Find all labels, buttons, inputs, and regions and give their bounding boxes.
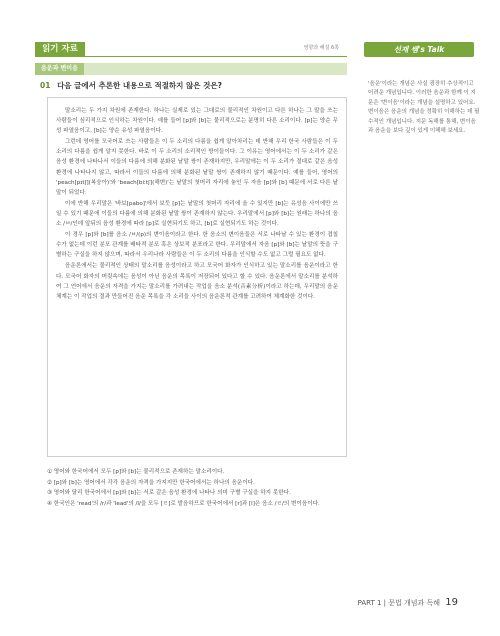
topic-tag: 음운과 변이음 bbox=[35, 63, 84, 75]
passage-paragraph: 말소리는 두 가지 차원에 존재한다. 하나는 실제로 있는 그대로의 물리적인 차원이고 다른 하나는 그 말을 쓰는 사람들이 심리적으로 인식하는 차원이다. 예를 들어 [p]와 [b]는 물리적으로는 분명히 다른 소리이다. [p]는 양순 무성 파열음이고, [b]는 양순 유성 파열음이다. bbox=[56, 108, 338, 135]
sidebar-text: '음운'이라는 개념은 사실 굉장히 추상적이고 어려운 개념입니다. 이러한 음운과 함께 이 지문은 '변이음'이라는 개념을 설명하고 있어요. 변이음은 음운의 개념을 정확히 이해하는 데 필수적인 개념입니다. 지문 독해를 통해, 변이음과 음운을 보다 깊이 있게 이해해 보세요. bbox=[368, 81, 480, 135]
passage-paragraph: 이 경우 [p]와 [b]를 음소 /ㅂ/(p)의 변이음이라고 한다. 한 음소의 변이음들은 서로 나타날 수 있는 환경이 겹칠 수가 없는데 이런 분포 관계를 배타적 분포 혹은 상보적 분포라고 한다. 우리말에서 자음 [p]와 [b]는 낱말의 뜻을 구별하는 구실을 하지 않으며, 따라서 우리나라 사람들은 이 두 소리의 다름을 인식할 수도 없고 그럴 필요도 없다. bbox=[56, 232, 338, 259]
footer-part: PART 1 | 문법 개념과 독해 bbox=[357, 599, 441, 607]
section-tab: 읽기 자료 bbox=[35, 42, 85, 57]
choice-3[interactable]: ③ 영어와 달리 한국어에서 [p]와 [b]는 서로 같은 음성 환경에 나타나 의미 구별 구실을 하지 못한다. bbox=[47, 490, 291, 496]
question-number: 01 bbox=[40, 81, 51, 90]
choice-2[interactable]: ② [p]와 [b]는 영어에서 각각 음운의 자격을 가지지만 한국어에서는 하나의 음운이다. bbox=[47, 479, 255, 486]
choice-4[interactable]: ④ 한국인은 'read'의 /r/과 'lead'의 /l/을 모두 [ㄹ]로 발음하므로 한국어에서 [r]과 [l]은 음소 /ㄹ/의 변이음이다. bbox=[47, 500, 320, 507]
passage-paragraph: 그런데 영어를 모국어로 쓰는 사람들은 이 두 소리의 다름을 쉽게 알아차리는 데 반해 우리 한국 사람들은 이 두 소리의 다름을 쉽게 알지 못한다. 바로 이 두 소리의 소리적인 방이들이다. 그 이유는 영어에서는 이 두 소리가 같은 음성 환경에 나타나서 이들의 다름에 의해 분화된 낱말 쌍이 존재하지만, 우리말에는 이 두 소리가 절대로 같은 음성 환경에 나타나지 않고, 따라서 이들의 다름에 의해 분화된 낱말 쌍이 존재하지 않기 때문이다. 예를 들어, 영어의 'peach[pɪtʃ](복숭아)'와 'beach[biːtʃ](해변)'는 낱말의 첫머리 자리에 놓인 두 자음 [p]와 [b] 때문에 서로 다른 낱말이 되었다. bbox=[56, 139, 338, 196]
sidebar-badge: 선재 쌤's Talk bbox=[364, 42, 474, 57]
page-number: 19 bbox=[445, 597, 458, 608]
question-text: 다음 글에서 추론한 내용으로 적절하지 않은 것은? bbox=[57, 81, 222, 90]
passage-paragraph: 음운론에서는 물리적인 상태의 말소리를 음성이라고 하고 모국어 화자가 인식하고 있는 말소리를 음운이라고 한다. 모국어 화자의 머릿속에는 음성이 아닌 음운의 목록이 저장되어 있다고 할 수 있다. 음운론에서 말소리를 분석하여 그 언어에서 음운의 자격을 가지는 말소리를 가려내는 작업을 음소 분석(音素分析)이라고 하는데, 우리말의 음운 체계는 이 작업의 결과 만들어진 음운 목록을 각 소리들 사이의 음운론적 관계를 고려하여 체계화한 것이다. bbox=[56, 263, 338, 300]
question bbox=[40, 80, 345, 91]
choice-1[interactable]: ① 영어와 한국어에서 모두 [p]와 [b]는 물리적으로 존재하는 말소리이다. bbox=[47, 469, 225, 475]
page-footer bbox=[358, 597, 458, 608]
topic-band bbox=[35, 63, 347, 75]
header-note: 영향과 해설 6쪽 bbox=[303, 45, 339, 51]
passage-paragraph: 이에 반해 우리말은 '바보[pabo]'에서 보듯 [p]는 낱말의 첫머리 자리에 올 수 있지만 [b]는 유성음 사이에만 쓰일 수 있기 때문에 이들의 다름에 의해 분화된 낱말 쌍이 존재하지 않는다. 우리말에서 [p]와 [b]는 원래는 하나의 음소 /ㅂ/인데 앞뒤의 음성 환경에 따라 [p]로 실현되기도 하고, [b]로 실현되기도 하는 것이다. bbox=[56, 200, 338, 228]
passage-box bbox=[47, 97, 347, 457]
answer-choices bbox=[47, 467, 347, 509]
